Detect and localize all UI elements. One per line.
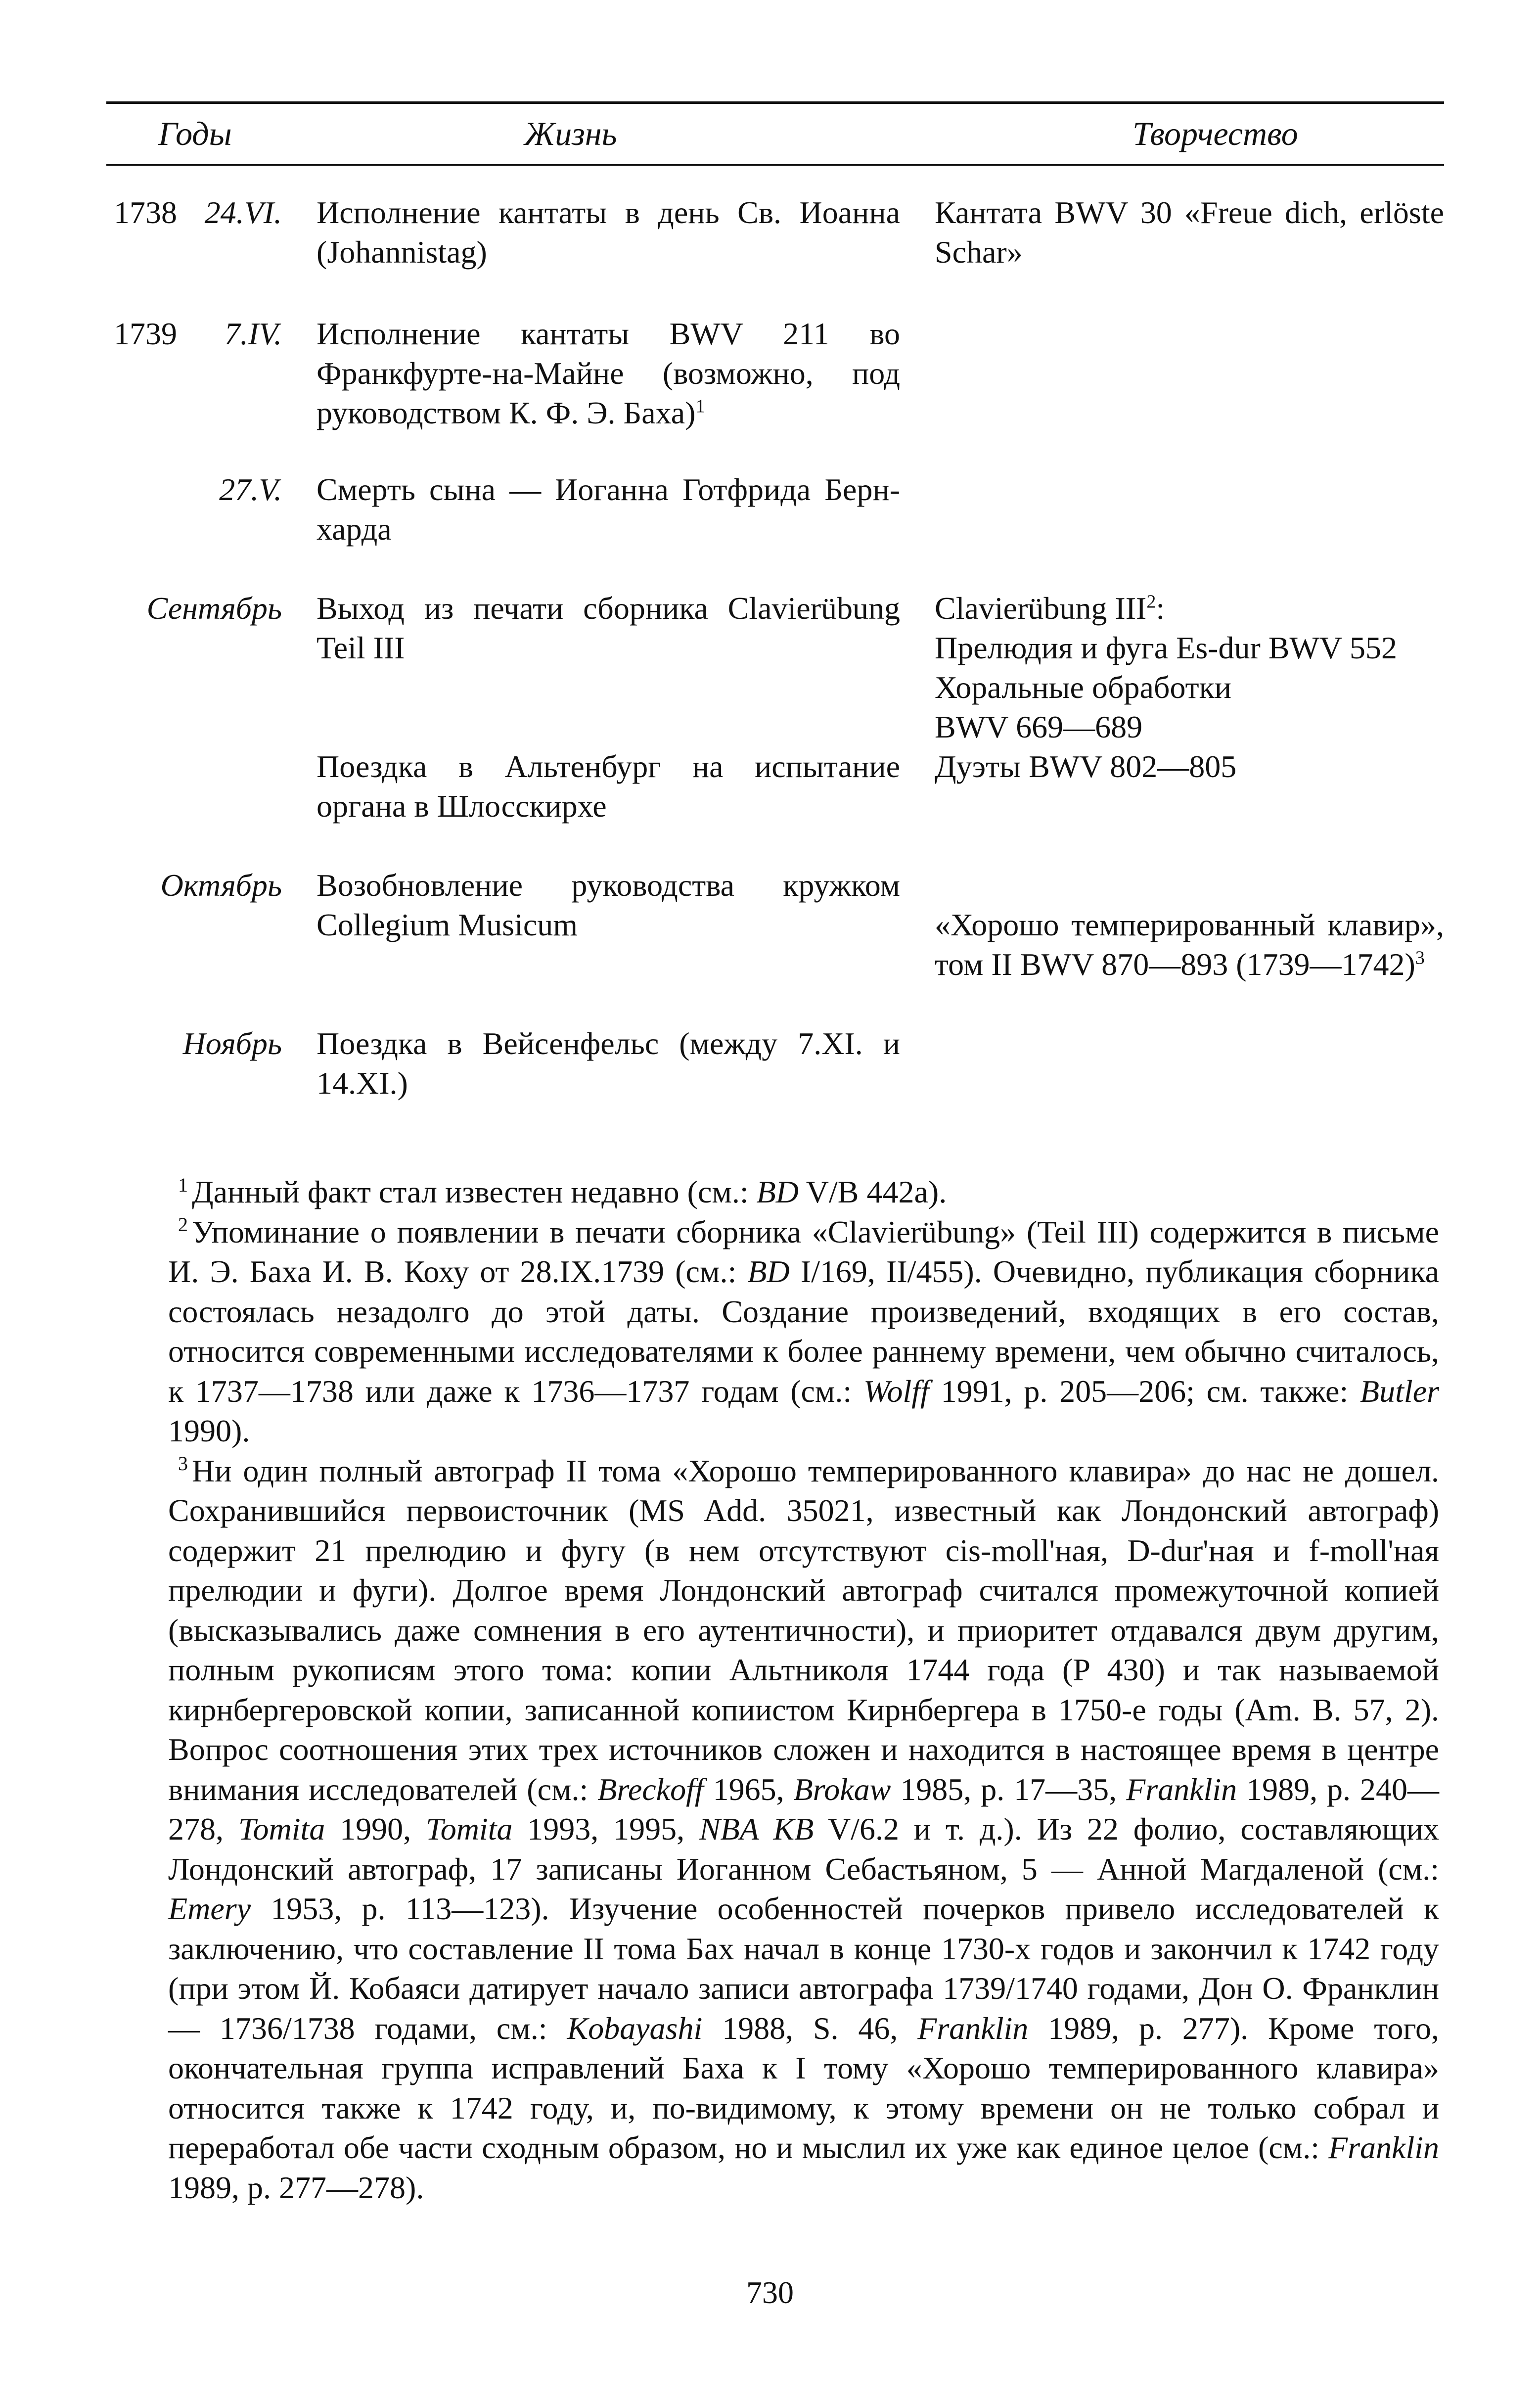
row4-work-title: Clavierübung III [935,591,1147,626]
footnotes [168,1172,1439,2208]
row6-work [935,905,1444,984]
row1-year: 1738 [114,195,177,230]
row2-year: 1739 [114,316,177,351]
header-life: Жизнь [524,115,617,152]
row3-date: 27.V. [219,472,282,507]
footnote-citation: Franklin [917,2010,1029,2046]
row2-life-footnote-ref: 1 [695,396,705,417]
row4-work-colon: : [1156,591,1165,626]
row4-month: Сентябрь [146,591,282,626]
footnote-citation: NBA KB [699,1811,814,1847]
row2-date: 7.IV. [224,316,282,351]
footnote-citation: Butler [1360,1373,1440,1409]
footnote-text: 1991, p. 205—206; см. также: [929,1373,1360,1409]
row3-life: Смерть сына — Иоганна Готфрида Бернхарда [317,472,900,547]
footnote-text: 1993, 1995, [512,1811,699,1847]
footnote-3-number: 3 [178,1452,188,1475]
row4-work-line3: Хоральные обработки [935,670,1231,705]
header-works: Творчество [1132,115,1298,152]
footnote-citation: Emery [168,1891,251,1926]
row1-life: Исполнение кантаты в день Св. Иоанна (Johannistag) [317,195,900,270]
row5-work: Дуэты BWV 802—805 [935,749,1237,784]
footnote-1-number: 1 [178,1173,188,1196]
footnote-text: 1953, p. 113—123). Изучение особенностей почерков привело исследователей к заключению, что составление II тома Бах начал в конце 1730-х годов и закончил к 1742 году (при этом Й. Кобаяси датирует начало записи автографа 1739/1740 годами, Дон О. Франклин — 1736/1738 годами, см.: [168,1891,1439,2046]
footnote-citation: Franklin [1126,1771,1237,1807]
footnote-text: V/B 442a). [798,1174,947,1209]
row4-work-line4: BWV 669—689 [935,709,1143,744]
footnote-3 [168,1451,1439,2208]
row7-life: Поездка в Вейсенфельс (между 7.XI. и 14.XI.) [317,1026,900,1101]
footnote-citation: Kobayashi [567,2010,703,2046]
footnote-1 [168,1172,1439,1212]
footnote-text: 1990). [168,1413,250,1448]
row4-life: Выход из печати сборника Clavierübung Teil III [317,591,900,665]
row4-work [935,589,1444,747]
row1-date: 24.VI. [204,195,282,230]
row6-work-text: «Хорошо темперированный клавир», том II BWV 870—893 (1739—1742) [935,907,1444,982]
footnote-citation: Brokaw [793,1771,891,1807]
footnote-citation: Franklin [1328,2130,1439,2165]
footnote-citation: BD [747,1254,790,1289]
row7-month: Ноябрь [182,1026,282,1061]
row4-work-line1 [935,589,1444,628]
footnote-text: 1989, p. 240—278, [168,1771,1440,1847]
row4-work-footnote-ref: 2 [1146,591,1156,612]
footnote-citation: Tomita [238,1811,325,1847]
footnote-text: Ни один полный автограф II тома «Хорошо темперированного клавира» до нас не дошел. Сохранившийся первоисточник (MS Add. 35021, известный как Лондонский автограф) содержит 21 прелюдию и фугу (в нем отсутствуют cis-moll'ная, D-dur'ная и f-moll'ная прелюдии и фуги). Долгое время Лондонский автограф считался промежуточной копией (высказывались даже сомнения в его аутентичности), и приоритет отдавался двум другим, полным рукописям этого тома: копии Альтниколя 1744 года (P 430) и так называемой кирнбергеровской копии, записанной копиистом Кирнбергера в 1750-е годы (Am. B. 57, 2). Вопрос соотношения этих трех источников сложен и находится в настоящее время в центре внимания исследователей (см.: [168,1453,1439,1807]
row2-life [317,314,900,433]
footnote-citation: Tomita [425,1811,513,1847]
footnote-text: 1989, p. 277). Кроме того, окончательная группа исправлений Баха к I тому «Хорошо темперированного клавира» относится также к 1742 году, и, по-видимому, к этому времени он не только собрал и переработал обе части сходным образом, но и мыслил их уже как единое целое (см.: [168,2010,1440,2165]
footnote-text: 1989, p. 277—278). [168,2170,424,2205]
header-years: Годы [158,115,232,152]
footnote-text: V/6.2 и т. д.). Из 22 фолио, составляющих Лондонский автограф, 17 записаны Иоганном Себастьяном, 5 — Анной Магдаленой (см.: [168,1811,1440,1887]
footnote-citation: Wolff [863,1373,929,1409]
row6-work-footnote-ref: 3 [1415,947,1425,969]
row2-life-text: Исполнение кантаты BWV 211 во Франкфурте-на-Майне (возможно, под руководством К. Ф. Э. Баха) [317,316,900,430]
footnote-text: 1965, [703,1771,794,1807]
row5-life: Поездка в Альтенбург на испытание органа в Шлосскирхе [317,749,900,824]
row4-work-line2: Прелюдия и фуга Es-dur BWV 552 [935,630,1397,665]
footnote-text: 1988, S. 46, [702,2010,918,2046]
table-header-rule [106,164,1444,166]
page-number: 730 [746,2275,794,2310]
footnote-2 [168,1212,1439,1451]
footnote-text: Данный факт стал известен недавно (см.: [192,1174,757,1209]
footnote-text: 1990, [325,1811,426,1847]
footnote-text: I/169, II/455). Очевидно, публикация сборника состоялась незадолго до этой даты. Создание произведений, входящих в его состав, относится современными исследователями к более раннему времени, чем обычно считалось, к 1737—1738 или даже к 1736—1737 годам (см.: [168,1254,1439,1409]
footnote-text: 1985, p. 17—35, [891,1771,1127,1807]
table-top-rule [106,101,1444,104]
footnote-citation: Breckoff [597,1771,704,1807]
row1-work: Кантата BWV 30 «Freue dich, erlöste Schar» [935,195,1444,270]
row6-life: Возобновление руководства кружком Collegium Musicum [317,868,900,942]
footnote-2-number: 2 [178,1213,188,1236]
row6-month: Октябрь [160,868,282,903]
footnote-text: Упоминание о появлении в печати сборника «Clavierübung» (Teil III) содержится в письме И. Э. Баха И. В. Коху от 28.IX.1739 (см.: [168,1214,1439,1289]
footnote-citation: BD [756,1174,799,1209]
